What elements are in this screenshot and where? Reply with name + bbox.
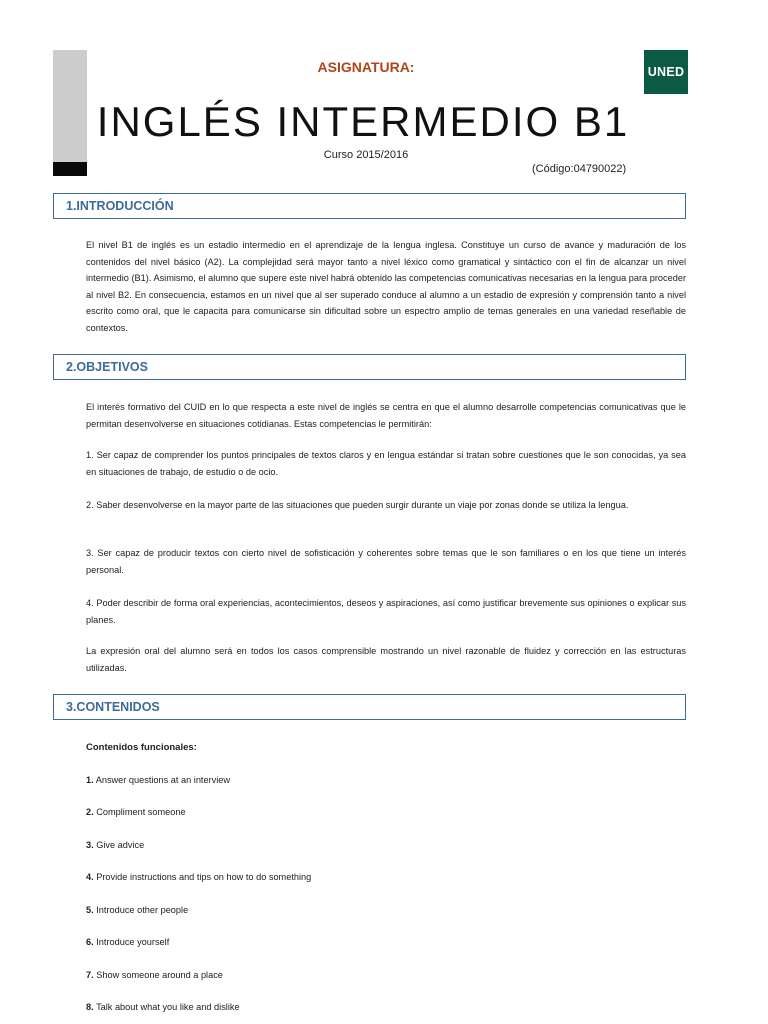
objective-item: 4. Poder describir de forma oral experiencias, acontecimientos, deseos y aspiraciones, así como justificar brevemente sus opiniones o explicar sus planes. xyxy=(86,598,686,625)
list-item-text: Talk about what you like and dislike xyxy=(96,1002,240,1012)
list-item xyxy=(86,970,223,980)
section-title: 2.OBJETIVOS xyxy=(66,360,148,374)
uned-logo: UNED xyxy=(644,50,688,94)
functional-contents-heading: Contenidos funcionales: xyxy=(86,742,197,753)
list-item-text: Provide instructions and tips on how to do something xyxy=(96,872,312,882)
list-item-number: 6. xyxy=(86,937,94,947)
course-year: Curso 2015/2016 xyxy=(323,149,409,161)
page-title: INGLÉS INTERMEDIO B1 xyxy=(96,98,630,145)
section-header-introduccion xyxy=(53,193,686,219)
list-item xyxy=(86,807,186,817)
section-header-objetivos xyxy=(53,354,686,380)
section-title: 3.CONTENIDOS xyxy=(66,700,160,714)
objectives-closing-paragraph: La expresión oral del alumno será en todos los casos comprensible mostrando un nivel razonable de fluidez y corrección en las estructuras utilizadas. xyxy=(86,646,686,673)
list-item-text: Compliment someone xyxy=(96,807,186,817)
subject-label: ASIGNATURA: xyxy=(317,59,415,75)
list-item xyxy=(86,775,230,785)
list-item xyxy=(86,1002,240,1012)
course-code: (Código:04790022) xyxy=(532,163,627,175)
list-item-text: Answer questions at an interview xyxy=(95,775,231,785)
list-item-text: Show someone around a place xyxy=(96,970,223,980)
intro-paragraph: El nivel B1 de inglés es un estadio intermedio en el aprendizaje de la lengua inglesa. Constituye un curso de avance y maduración de los contenidos del nivel básico (A2). La complejidad será mayor tanto a nivel léxico como gramatical y sintáctico con el fin de alcanzar un nivel intermedio (B1). Asimismo, el alumno que supere este nivel habrá obtenido las competencias comunicativas necesarias en la lengua para proceder al nivel B2. En consecuencia, estamos en un nivel que al ser superado conduce al alumno a un estadio de expresión y comprensión tanto a nivel escrito como oral, que le capacita para comunicarse sin dificultad sobre un espectro amplio de temas generales en una variedad reseñable de contextos. xyxy=(86,240,686,333)
section-title: 1.INTRODUCCIÓN xyxy=(66,199,174,213)
decorative-side-bar-foot xyxy=(53,162,87,176)
list-item-number: 8. xyxy=(86,1002,94,1012)
list-item xyxy=(86,937,169,947)
list-item-text: Introduce yourself xyxy=(96,937,170,947)
objectives-intro-paragraph: El interés formativo del CUID en lo que respecta a este nivel de inglés se centra en que el alumno desarrolle competencias comunicativas que le permitan desenvolverse en situaciones cotidianas. Estas competencias le permitirán: xyxy=(86,402,686,429)
section-header-contenidos xyxy=(53,694,686,720)
list-item-number: 5. xyxy=(86,905,94,915)
objective-item: 3. Ser capaz de producir textos con cierto nivel de sofisticación y coherentes sobre temas que le son familiares o en los que tiene un interés personal. xyxy=(86,548,686,575)
list-item xyxy=(86,840,144,850)
list-item-text: Give advice xyxy=(96,840,145,850)
list-item-number: 2. xyxy=(86,807,94,817)
list-item-text: Introduce other people xyxy=(96,905,189,915)
list-item xyxy=(86,872,311,882)
list-item-number: 1. xyxy=(86,775,94,785)
list-item-number: 4. xyxy=(86,872,94,882)
objective-item: 1. Ser capaz de comprender los puntos principales de textos claros y en lengua estándar si tratan sobre cuestiones que le son conocidas, ya sea en situaciones de trabajo, de estudio o de ocio. xyxy=(86,450,686,477)
list-item-number: 7. xyxy=(86,970,94,980)
list-item-number: 3. xyxy=(86,840,94,850)
objective-item: 2. Saber desenvolverse en la mayor parte de las situaciones que pueden surgir durante un viaje por zonas donde se utiliza la lengua. xyxy=(86,500,629,510)
list-item xyxy=(86,905,188,915)
